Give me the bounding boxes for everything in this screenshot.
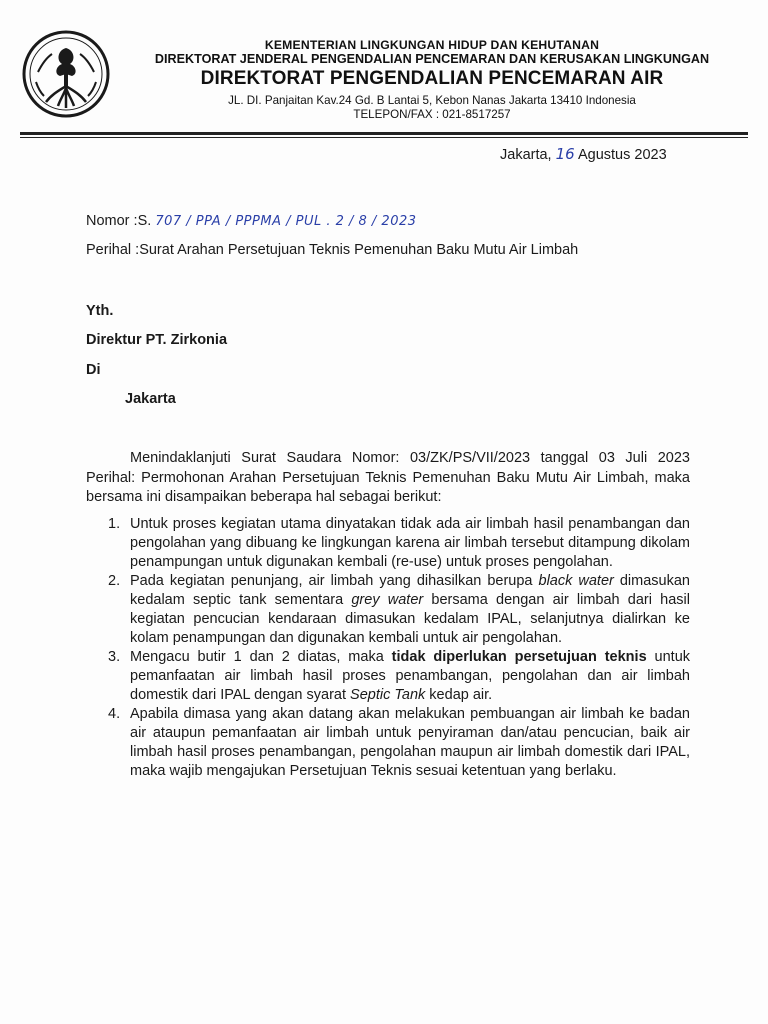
intro-paragraph: Menindaklanjuti Surat Saudara Nomor: 03/ZK/PS/VII/2023 tanggal 03 Juli 2023 Perihal: Permohonan Arahan Persetujuan Teknis Pemenuhan Baku Mutu Air Limbah, maka bersama ini disampaikan beberapa hal sebagai berikut: (86, 450, 690, 505)
nomor-value-handwritten: 707 / PPA / PPPMA / PUL . 2 / 8 / 2023 (155, 214, 417, 229)
point-number: 2. (108, 573, 121, 589)
recipient-name: Direktur PT. Zirkonia (86, 332, 228, 348)
date-city: Jakarta, (500, 147, 552, 163)
letterhead-rule-thick (20, 132, 748, 135)
point-italic: Septic Tank (350, 687, 426, 703)
point-text: dimasukan kedalam septic tank sementara (130, 573, 690, 608)
point-number: 3. (108, 649, 121, 665)
nomor-separator: :S. (133, 213, 152, 229)
letterhead-rule-thin (20, 137, 748, 138)
point-text: kedap air. (425, 687, 493, 703)
list-item (86, 515, 690, 572)
points-list (86, 515, 690, 781)
point-text: untuk pemanfaatan air limbah hasil proses penambangan, pengolahan dan air limbah domestik dari IPAL dengan syarat (130, 649, 691, 703)
date-month-year: Agustus 2023 (577, 147, 667, 163)
ministry-emblem-icon (20, 28, 112, 120)
list-item (86, 572, 690, 648)
date-day-handwritten: 16 (555, 145, 575, 163)
letter-date (500, 145, 667, 163)
recipient-city: Jakarta (125, 391, 176, 407)
nomor-line (86, 213, 417, 229)
letterhead-phone: TELEPON/FAX : 021-8517257 (353, 108, 511, 121)
point-bold: tidak diperlukan persetujuan teknis (391, 649, 647, 665)
point-italic: black water (538, 573, 614, 589)
directorate-name: DIREKTORAT PENGENDALIAN PENCEMARAN AIR (200, 68, 664, 89)
list-item (86, 648, 690, 705)
recipient-di: Di (86, 362, 101, 378)
point-text: Apabila dimasa yang akan datang akan melakukan pembuangan air limbah ke badan air ataupun pemanfaatan air limbah untuk penyiraman dan/atau pencucian, baik air limbah hasil proses penambangan, pengolahan maupun air limbah domestik dari IPAL, maka wajib mengajukan Persetujuan Teknis sesuai ketentuan yang berlaku. (130, 706, 690, 779)
point-text: Untuk proses kegiatan utama dinyatakan tidak ada air limbah hasil penambangan dan pengolahan yang dibuang ke lingkungan karena air limbah tersebut ditampung dikolam penampungan untuk digunakan kembali (re-use) untuk proses pengolahan. (130, 516, 690, 570)
recipient-salutation: Yth. (86, 303, 114, 319)
point-number: 1. (108, 516, 121, 532)
perihal-label: Perihal (86, 242, 132, 258)
list-item (86, 705, 690, 781)
letterhead (112, 38, 752, 122)
point-text: Pada kegiatan penunjang, air limbah yang dihasilkan berupa (130, 573, 539, 589)
perihal-value: :Surat Arahan Persetujuan Teknis Pemenuhan Baku Mutu Air Limbah (135, 242, 579, 258)
directorate-general-name: DIREKTORAT JENDERAL PENGENDALIAN PENCEMARAN DAN KERUSAKAN LINGKUNGAN (154, 52, 710, 66)
point-italic: grey water (351, 592, 424, 608)
ministry-name: KEMENTERIAN LINGKUNGAN HIDUP DAN KEHUTANAN (264, 38, 600, 52)
nomor-label: Nomor (86, 213, 130, 229)
point-text: Mengacu butir 1 dan 2 diatas, maka (130, 649, 392, 665)
perihal-line (86, 242, 578, 258)
point-number: 4. (108, 706, 121, 722)
letterhead-address: JL. DI. Panjaitan Kav.24 Gd. B Lantai 5, Kebon Nanas Jakarta 13410 Indonesia (228, 94, 636, 107)
point-text: bersama dengan air limbah dari hasil kegiatan pencucian kendaraan dimasukan kedalam IPAL, selanjutnya dialirkan ke kolam penampungan dan digunakan kembali untuk air pengolahan. (130, 592, 690, 646)
